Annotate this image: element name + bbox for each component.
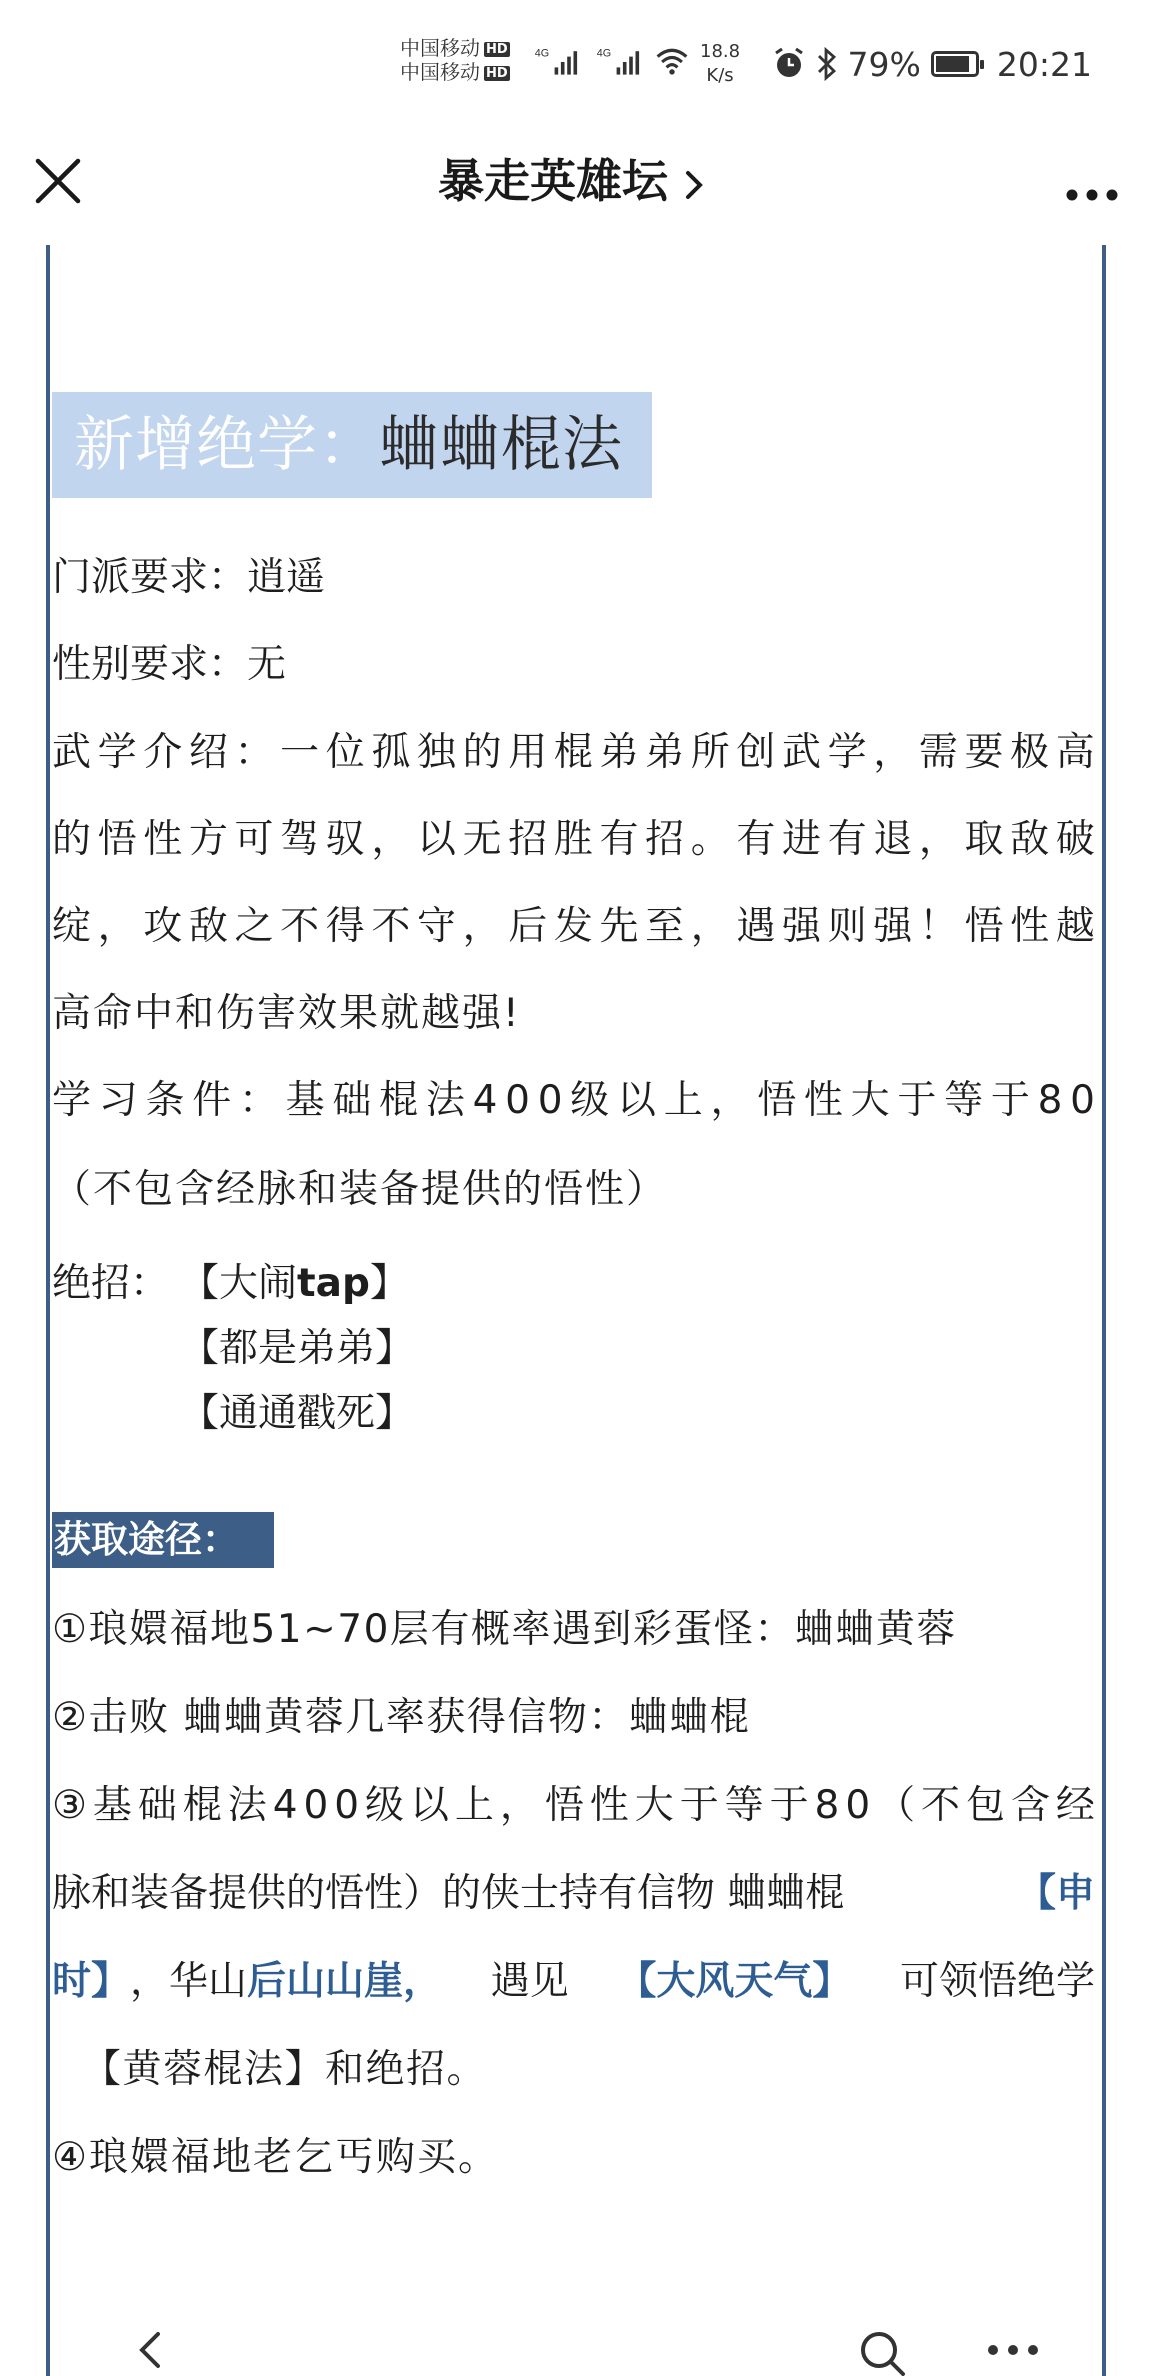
text-glyph: 棍	[553, 730, 593, 775]
back-icon[interactable]	[130, 2320, 170, 2376]
text-glyph: 有	[736, 817, 776, 862]
text-glyph: 强	[873, 904, 913, 949]
way-3-time-highlight: 【申	[1016, 1871, 1095, 1916]
text-glyph: 上	[663, 1078, 703, 1123]
network-label-2: 4G	[596, 47, 612, 60]
network-speed	[700, 40, 740, 88]
acquire-way-3-line-1	[52, 1776, 1095, 1836]
hd-badge: HD	[486, 66, 508, 81]
text-glyph: 一	[280, 730, 320, 775]
text-glyph: 学	[52, 1078, 92, 1123]
text-glyph: 于	[679, 1783, 719, 1828]
acquire-way-4: ④琅嬛福地老乞丐购买。	[52, 2135, 499, 2180]
text-glyph: 级	[570, 1078, 610, 1123]
gender-requirement: 性别要求：无	[52, 642, 287, 687]
learn-condition-line-1	[52, 1071, 1095, 1131]
text-glyph: 法	[425, 1078, 465, 1123]
way-3-learn: 可领悟绝学	[899, 1959, 1095, 2004]
wifi-icon	[652, 44, 692, 80]
text-glyph: 后	[508, 904, 548, 949]
move-2: 【都是弟弟】	[180, 1326, 415, 1371]
text-glyph: 性	[1010, 904, 1050, 949]
text-glyph: ，	[499, 1783, 539, 1828]
text-glyph: 悟	[97, 817, 137, 862]
search-icon[interactable]	[855, 2326, 911, 2376]
text-glyph: 武	[782, 730, 822, 775]
text-glyph: 基	[285, 1078, 325, 1123]
bluetooth-icon	[816, 47, 838, 81]
text-glyph: 0	[537, 1078, 563, 1123]
text-glyph: 强	[782, 904, 822, 949]
carrier-info	[400, 36, 510, 84]
alarm-icon	[772, 47, 806, 81]
text-glyph: 上	[454, 1783, 494, 1828]
text-glyph: 大	[850, 1078, 890, 1123]
text-glyph: 可	[234, 817, 274, 862]
text-glyph: 取	[964, 817, 1004, 862]
way-3-time-highlight-end: 时】	[52, 1959, 131, 2004]
acquire-way-3-line-2	[52, 1864, 1095, 1924]
text-glyph: 以	[409, 1783, 449, 1828]
text-glyph: 棍	[379, 1078, 419, 1123]
text-glyph: 以	[616, 1078, 656, 1123]
text-glyph: 用	[508, 730, 548, 775]
text-glyph: 以	[417, 817, 457, 862]
intro-line-2	[52, 810, 1095, 870]
text-glyph: 弟	[645, 730, 685, 775]
text-glyph: 件	[192, 1078, 232, 1123]
move-1-part-c: 】	[369, 1261, 409, 1306]
network-label-1: 4G	[534, 47, 550, 60]
status-right	[772, 44, 1092, 84]
status-bar	[0, 0, 1152, 135]
move-1-part-b: tap	[297, 1261, 370, 1306]
text-glyph: 则	[827, 904, 867, 949]
text-glyph: 攻	[143, 904, 183, 949]
text-glyph: 破	[1055, 817, 1095, 862]
text-glyph: 0	[1070, 1078, 1095, 1123]
acquire-section-label: 获取途径：	[52, 1512, 274, 1568]
text-glyph: 经	[1055, 1783, 1095, 1828]
acquire-way-3-line-3	[52, 1952, 1095, 2012]
way-3-weather-highlight: 【大风天气】	[617, 1959, 852, 2004]
text-glyph: 不	[371, 904, 411, 949]
text-glyph: 于	[769, 1783, 809, 1828]
heading-label: 新增绝学：	[74, 410, 379, 480]
text-glyph: 不	[921, 1783, 961, 1828]
text-glyph: ，	[918, 817, 958, 862]
clock: 20:21	[996, 44, 1092, 84]
text-glyph: 至	[645, 904, 685, 949]
text-glyph: 有	[599, 817, 639, 862]
text-glyph: ，	[710, 1078, 750, 1123]
text-glyph: 基	[92, 1783, 132, 1828]
speed-unit: K/s	[706, 65, 734, 86]
text-glyph: 极	[1010, 730, 1050, 775]
text-glyph: 性	[143, 817, 183, 862]
text-glyph: ，	[462, 904, 502, 949]
text-glyph: 悟	[544, 1783, 584, 1828]
text-glyph: 法	[227, 1783, 267, 1828]
title-text: 暴走英雄坛	[438, 154, 668, 208]
battery-percent: 79%	[847, 44, 921, 84]
heading-skill-name: 蛐蛐棍法	[379, 410, 623, 480]
title-bar	[0, 135, 1152, 245]
text-glyph: 础	[332, 1078, 372, 1123]
moves-label: 绝招：	[52, 1261, 170, 1306]
text-glyph: ③	[52, 1783, 87, 1828]
text-glyph: 学	[97, 730, 137, 775]
text-glyph: 绽	[52, 904, 92, 949]
text-glyph: 得	[325, 904, 365, 949]
text-glyph: 创	[736, 730, 776, 775]
text-glyph: 要	[964, 730, 1004, 775]
text-glyph: 发	[553, 904, 593, 949]
text-glyph: 需	[918, 730, 958, 775]
more-icon[interactable]	[1062, 155, 1122, 211]
text-glyph: 含	[1010, 1783, 1050, 1828]
text-glyph: 悟	[757, 1078, 797, 1123]
more-icon[interactable]	[985, 2340, 1041, 2360]
text-glyph: ！	[918, 904, 958, 949]
text-glyph: 胜	[553, 817, 593, 862]
text-glyph: 招	[645, 817, 685, 862]
speed-value: 18.8	[700, 41, 741, 62]
text-glyph: ：	[234, 730, 274, 775]
text-glyph: 绍	[188, 730, 228, 775]
text-glyph: 高	[1055, 730, 1095, 775]
text-glyph: 包	[965, 1783, 1005, 1828]
carrier-2: 中国移动	[400, 60, 480, 84]
text-glyph: 之	[234, 904, 274, 949]
text-glyph: ，	[97, 904, 137, 949]
text-glyph: 武	[52, 730, 92, 775]
text-glyph: 先	[599, 904, 639, 949]
acquire-way-1: ①琅嬛福地51~70层有概率遇到彩蛋怪：蛐蛐黄蓉	[52, 1607, 957, 1652]
page-title[interactable]	[0, 149, 1152, 213]
chevron-right-icon	[674, 165, 714, 205]
text-glyph: 驭	[325, 817, 365, 862]
text-glyph: 介	[143, 730, 183, 775]
text-glyph: 0	[505, 1078, 530, 1123]
text-glyph: 守	[417, 904, 457, 949]
text-glyph: 础	[137, 1783, 177, 1828]
text-glyph: 遇	[736, 904, 776, 949]
text-glyph: 性	[803, 1078, 843, 1123]
text-glyph: 0	[303, 1783, 329, 1828]
text-glyph: ：	[238, 1078, 278, 1123]
intro-line-3	[52, 897, 1095, 957]
text-glyph: 悟	[964, 904, 1004, 949]
hd-badge: HD	[486, 42, 508, 57]
text-glyph: ，	[371, 817, 411, 862]
text-glyph: 无	[462, 817, 502, 862]
text-glyph: 0	[334, 1783, 360, 1828]
way-3-meet: 遇见	[490, 1959, 569, 2004]
text-glyph: 学	[827, 730, 867, 775]
text-glyph: 习	[98, 1078, 138, 1123]
text-glyph: 等	[944, 1078, 984, 1123]
text-glyph: 8	[814, 1783, 840, 1828]
signal-icon	[594, 44, 650, 80]
text-glyph: 所	[690, 730, 730, 775]
text-glyph: 方	[188, 817, 228, 862]
acquire-way-3-line-4: 【黄蓉棍法】和绝招。	[82, 2047, 488, 2092]
move-3: 【通通戳死】	[180, 1391, 415, 1436]
text-glyph: 驾	[280, 817, 320, 862]
sect-requirement: 门派要求：逍遥	[52, 555, 326, 600]
way-3-place-prefix: ，华山	[130, 1959, 248, 2004]
text-glyph: 弟	[599, 730, 639, 775]
text-glyph: 孤	[371, 730, 411, 775]
text-glyph: 4	[272, 1783, 298, 1828]
text-glyph: 条	[145, 1078, 185, 1123]
battery-icon	[931, 51, 979, 77]
text-glyph: 进	[782, 817, 822, 862]
text-glyph: （	[876, 1783, 916, 1828]
way-3-place-highlight: 后山山崖，	[247, 1959, 443, 2004]
text-glyph: 0	[845, 1783, 871, 1828]
text-glyph: 位	[325, 730, 365, 775]
text-glyph: 敌	[1010, 817, 1050, 862]
text-glyph: 性	[589, 1783, 629, 1828]
text-glyph: 于	[990, 1078, 1030, 1123]
text-glyph: 大	[634, 1783, 674, 1828]
text-glyph: 。	[690, 817, 730, 862]
text-glyph: 级	[365, 1783, 405, 1828]
acquire-way-2: ②击败 蛐蛐黄蓉几率获得信物：蛐蛐棍	[52, 1695, 751, 1740]
move-1-part-a: 【大闹	[180, 1261, 298, 1306]
move-1	[180, 1255, 409, 1313]
text-glyph: 等	[724, 1783, 764, 1828]
text-glyph: 独	[417, 730, 457, 775]
text-glyph: ，	[690, 904, 730, 949]
text-glyph: 的	[462, 730, 502, 775]
intro-line-4: 高命中和伤害效果就越强!	[52, 991, 521, 1036]
text-glyph: 的	[52, 817, 92, 862]
text-glyph: 退	[873, 817, 913, 862]
text-glyph: 棍	[182, 1783, 222, 1828]
signal-icon	[532, 44, 588, 80]
intro-line-1	[52, 723, 1095, 783]
text-glyph: 于	[897, 1078, 937, 1123]
text-glyph: ，	[873, 730, 913, 775]
text-glyph: 有	[827, 817, 867, 862]
way-3-text: 脉和装备提供的悟性）的侠士持有信物 蛐蛐棍	[52, 1871, 845, 1916]
learn-condition-line-2: （不包含经脉和装备提供的悟性）	[52, 1167, 668, 1212]
skill-heading	[74, 400, 623, 490]
text-glyph: 4	[472, 1078, 498, 1123]
text-glyph: 敌	[188, 904, 228, 949]
text-glyph: 招	[508, 817, 548, 862]
text-glyph: 不	[280, 904, 320, 949]
text-glyph: 越	[1055, 904, 1095, 949]
carrier-1: 中国移动	[400, 36, 480, 60]
text-glyph: 8	[1037, 1078, 1063, 1123]
